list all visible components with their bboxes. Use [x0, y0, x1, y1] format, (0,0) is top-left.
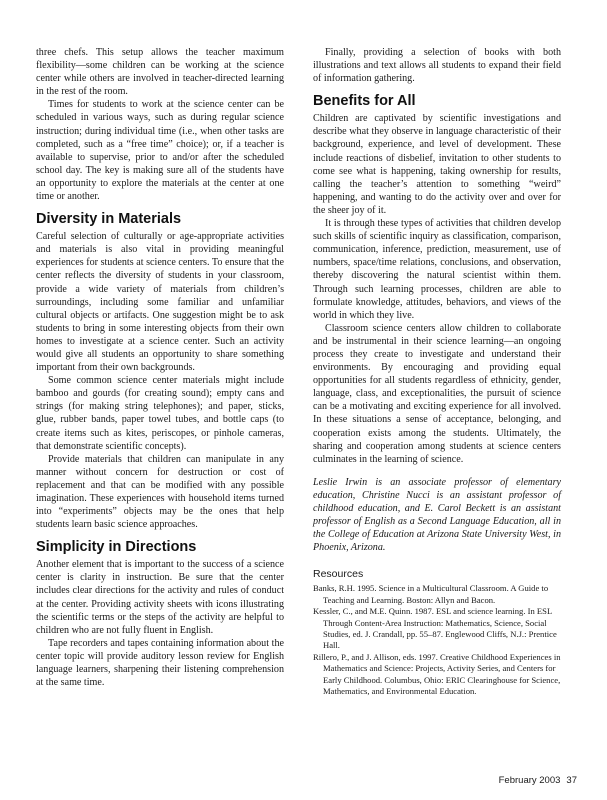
paragraph: Provide materials that children can manipulate in any manner without concern for destruction or cost of replacement and that can be modified with any possible imagination. These experiences with household items turned into “experiments” objects may be the ones that help students learn basic science approaches.: [36, 453, 284, 531]
paragraph: It is through these types of activities that children develop such skills of scientific inquiry as classification, comparison, communication, inference, prediction, measurement, use of numbers, space/time relations, conclusions, and observation, thereby discovering the natural scientist within them. Through such learning processes, children are able to formulate knowledge, attitudes, behaviors, and views of the world in which they live.: [313, 218, 561, 321]
left-column: [36, 46, 284, 689]
paragraph: Children are captivated by scientific investigations and describe what they observe in language characteristic of their background, experience, and level of development. These include reactions of disbelief, invitation to other students to come see what is happening, taking ownership for results, calling the teacher’s attention to something “weird” happening, and wanting to do the activity over and over for the sheer joy of it.: [313, 113, 561, 216]
reference-item: Kessler, C., and M.E. Quinn. 1987. ESL and science learning. In ESL Through Content-Area Instruction: Mathematics, Science, Social Studies, ed. J. Crandall, pp. 55–87. Englewood Cliffs, N.J.: Prentice Hall.: [313, 606, 557, 651]
paragraph: three chefs. This setup allows the teacher maximum flexibility—some children can be working at the science center while others are involved in teacher-directed learning in the rest of the room.: [36, 47, 284, 98]
section-heading-benefits: Benefits for All: [313, 93, 416, 110]
issue-date: February 2003: [498, 775, 561, 786]
paragraph: Finally, providing a selection of books with both illustrations and text allows all students to expand their field of information gathering.: [313, 47, 561, 85]
paragraph: Some common science center materials might include bamboo and gourds (for creating sound); empty cans and strings (for making string telephones); and paper, sticks, glue, rubber bands, paper towel tubes, and bottle caps (to create items such as kites, periscopes, or pinhole cameras, that demonstrate scientific concepts).: [36, 375, 284, 452]
section-heading-simplicity: Simplicity in Directions: [36, 539, 197, 556]
page-number: 37: [566, 775, 577, 786]
paragraph: Another element that is important to the success of a science center is clarity in instruction. Be sure that the center includes clear directions for the activity and rules of conduct at the center. Providing activity sheets with icons illustrating the scientific terms or the steps of the activity are helpful to children who are not fully fluent in English.: [36, 559, 284, 636]
paragraph: Careful selection of culturally or age-appropriate activities and materials is also vital in providing meaningful experiences for students at science centers. To ensure that the center reflects the diversity of students in your classroom, provide a wide variety of materials from children’s surroundings, including some familiar and unfamiliar cultural objects or artifacts. One suggestion might be to ask students to bring in some interesting objects from their own homes to investigate at a science center. Such an activity would give all students an opportunity to share something important from their own backgrounds.: [36, 231, 284, 374]
reference-item: Banks, R.H. 1995. Science in a Multicultural Classroom. A Guide to Teaching and Learning. Boston: Allyn and Bacon.: [313, 583, 549, 605]
page-footer: [499, 775, 577, 786]
paragraph: Classroom science centers allow children to collaborate and be instrumental in their science learning—an ongoing process they create to investigate and understand their environments. By encouraging and providing equal opportunities for all students regardless of ethnicity, gender, language, class, and exceptionalities, the pursuit of science can be a motivating and exciting experience for all involved. In these situations a sense of acceptance, belonging, and cooperation exists among the students. Ultimately, the sharing and cooperation among students at science centers culminates in the learning of science.: [313, 322, 561, 465]
right-column: [313, 46, 561, 697]
paragraph: Tape recorders and tapes containing information about the center topic will provide auditory lesson review for English language learners, sharpening their listening comprehension at the same time.: [36, 637, 284, 689]
reference-item: Rillero, P., and J. Allison, eds. 1997. Creative Childhood Experiences in Mathematics and Science: Projects, Activity Series, and Centers for Early Childhood. Columbus, Ohio: ERIC Clearinghouse for Science, Mathematics, and Environmental Education.: [313, 651, 561, 697]
section-heading-diversity: Diversity in Materials: [36, 211, 182, 228]
resources-heading: Resources: [313, 568, 364, 581]
author-bio: Leslie Irwin is an associate professor of elementary education, Christine Nucci is an assistant professor of childhood education, and E. Carol Beckett is an assistant professor of English as a Second Language Education, all in the College of Education at Arizona State University West, in Phoenix, Arizona.: [313, 476, 561, 554]
paragraph: Times for students to work at the science center can be scheduled in various ways, such as during regular science instruction; during individual time (i.e., when other tasks are completed, such as a “free time” choice); or, if a teacher is available to supervise, prior to and/or after the scheduled school day. The key is making sure all of the students have an opportunity to explore the materials at the center at one time or another.: [36, 99, 284, 203]
